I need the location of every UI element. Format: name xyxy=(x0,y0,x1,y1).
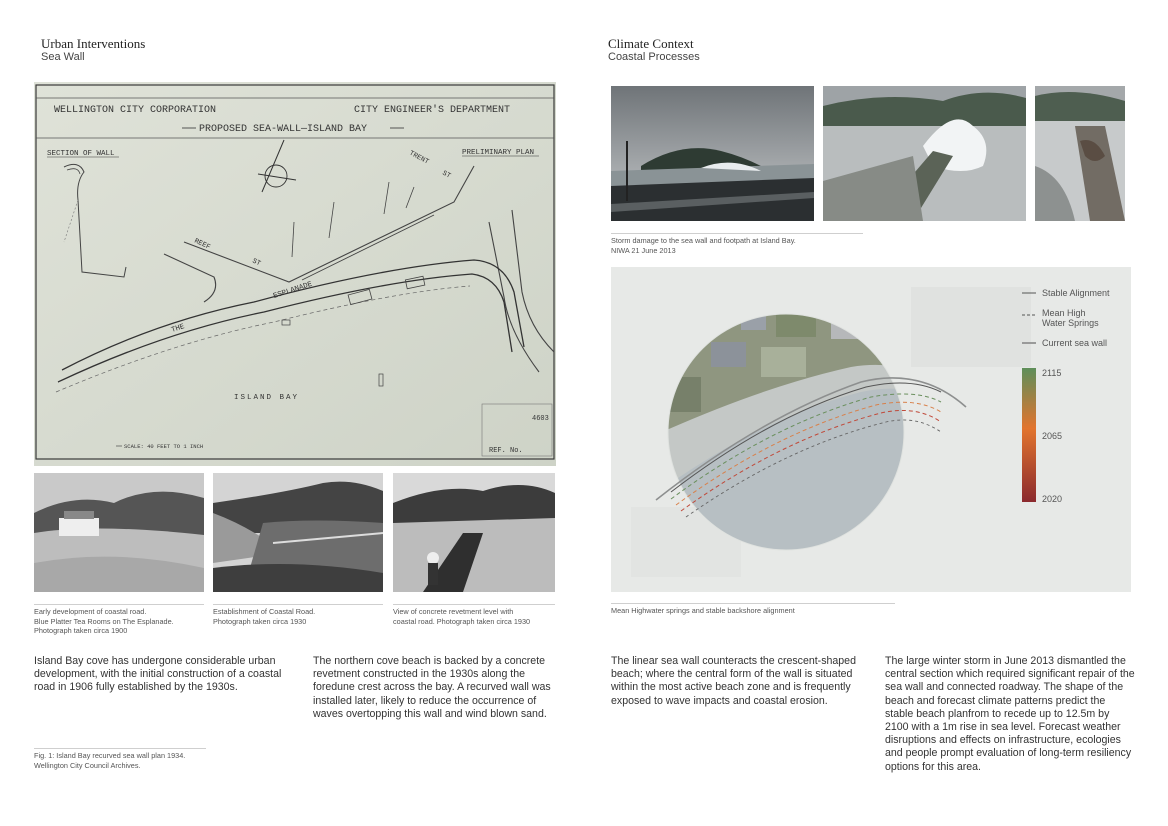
storm-photo-damage xyxy=(1035,86,1125,221)
left-paragraph-1: Island Bay cove has undergone considerable urban development, with the initial construction of a coastal road in 1906 fully established by the 1930s. xyxy=(34,655,282,694)
photo-caption-1: Early development of coastal road. Blue Platter Tea Rooms on The Esplanade. Photograph taken circa 1900 xyxy=(34,607,174,636)
map-caption-rule xyxy=(611,603,895,604)
storm-caption: Storm damage to the sea wall and footpath at Island Bay. NIWA 21 June 2013 xyxy=(611,236,796,255)
legend-mhws-line1: Mean High xyxy=(1042,308,1086,318)
plan-trent-st: TRENT xyxy=(407,149,430,167)
storm-photo-wave-overtopping xyxy=(823,86,1026,221)
storm-photo-footpath xyxy=(611,86,814,221)
plan-section-label: SECTION OF WALL xyxy=(47,150,115,158)
left-paragraph-2: The northern cove beach is backed by a concrete revetment constructed in the 1930s along the foredune crest across the bay. A recurved wall was installed later, likely to reduce the occurrence of waves overtopping this wall and wind blown sand. xyxy=(313,655,551,720)
legend-current: Current sea wall xyxy=(1042,338,1108,348)
right-paragraph-1: The linear sea wall counteracts the crescent-shaped beach; where the central form of the wall is situated within the most active beach zone and is frequently exposed to wave impacts and coastal erosion. xyxy=(611,655,856,707)
legend-stable: Stable Alignment xyxy=(1042,288,1110,298)
plan-trent-st-suffix: ST xyxy=(440,169,452,181)
plan-number: 4603 xyxy=(532,415,549,423)
right-paragraph-2: The large winter storm in June 2013 dismantled the central section which required significant repair of the sea wall and connected roadway. The shape of the beach and forecast climate patterns predict the stable beach planfrom to recede up to 12.5m by 2100 with a 1m rise in sea level. Forecast weather disruptions and effects on infrastructure, ecologies and people prompt evaluation of long-term resiliency options for this area. xyxy=(885,655,1135,773)
fig-caption-rule xyxy=(34,748,206,749)
historic-photo-coastal-road xyxy=(213,473,383,592)
storm-caption-rule xyxy=(611,233,863,234)
caption-rule-1 xyxy=(34,604,204,605)
plan-the-label: THE xyxy=(170,323,186,335)
left-page-title: Urban Interventions xyxy=(41,36,146,51)
map-caption: Mean Highwater springs and stable backshore alignment xyxy=(611,606,795,615)
plan-ref-label: REF. No. xyxy=(489,447,523,455)
plan-heading: PROPOSED SEA-WALL—ISLAND BAY xyxy=(199,124,368,135)
legend-year-top: 2115 xyxy=(1042,368,1062,378)
historic-photo-tea-rooms xyxy=(34,473,204,592)
legend-year-mid: 2065 xyxy=(1042,431,1063,441)
plan-reef-st-suffix: ST xyxy=(250,257,262,269)
right-page-title: Climate Context xyxy=(608,36,694,51)
year-gradient-bar xyxy=(1022,368,1036,502)
plan-esplanade-label: ESPLANADE xyxy=(272,280,314,301)
caption-rule-3 xyxy=(393,604,555,605)
plan-scale-label: SCALE: 40 FEET TO 1 INCH xyxy=(124,443,204,450)
plan-island-bay-label: ISLAND BAY xyxy=(234,394,300,402)
caption-rule-2 xyxy=(213,604,383,605)
plan-dept-label: CITY ENGINEER'S DEPARTMENT xyxy=(354,105,511,116)
historic-photo-revetment xyxy=(393,473,555,592)
legend-year-bottom: 2020 xyxy=(1042,494,1063,504)
legend-mhws-line2: Water Springs xyxy=(1042,318,1099,328)
aerial-shoreline-map xyxy=(611,267,1131,592)
plan-org-label: WELLINGTON CITY CORPORATION xyxy=(54,105,217,116)
left-page-subtitle: Sea Wall xyxy=(41,51,85,63)
plan-prelim-label: PRELIMINARY PLAN xyxy=(462,149,535,157)
photo-caption-2: Establishment of Coastal Road. Photograph taken circa 1930 xyxy=(213,607,316,626)
fig-caption: Fig. 1: Island Bay recurved sea wall plan 1934. Wellington City Council Archives. xyxy=(34,751,186,770)
plan-reef-st: REEF xyxy=(192,237,212,252)
photo-caption-3: View of concrete revetment level with coastal road. Photograph taken circa 1930 xyxy=(393,607,531,626)
right-page-subtitle: Coastal Processes xyxy=(608,51,700,63)
sea-wall-plan-drawing xyxy=(34,82,556,466)
